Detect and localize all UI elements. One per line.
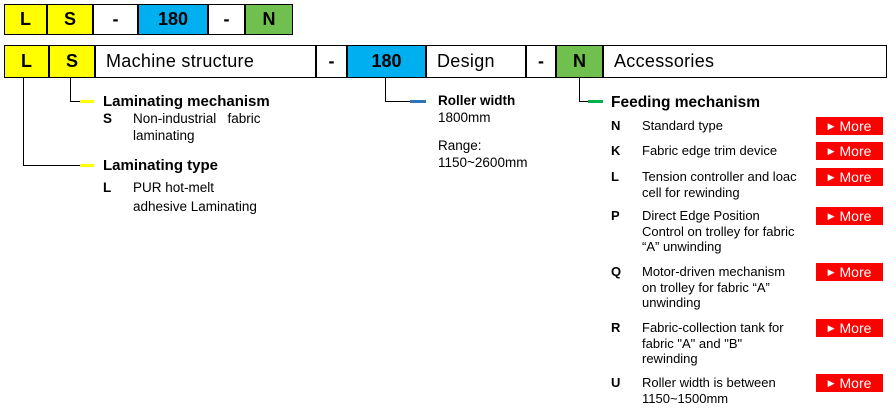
more-button-label: More <box>839 118 872 134</box>
feeding-item-code: Q <box>611 264 622 279</box>
more-button-label: More <box>839 208 872 224</box>
accessories-box: Accessories <box>603 45 887 78</box>
roller-range-value: 1150~2600mm <box>438 155 528 170</box>
main-dash-box-1: - <box>316 45 347 78</box>
play-arrow-icon: ▶ <box>827 322 835 333</box>
more-button[interactable] <box>816 374 883 392</box>
feeding-item-text-line: on trolley for fabric “A” <box>642 279 770 295</box>
more-button-label: More <box>839 375 872 391</box>
play-arrow-icon: ▶ <box>827 266 835 277</box>
feeding-item-text-line: Fabric-collection tank for <box>642 320 784 335</box>
feeding-item-text-line: rewinding <box>642 351 698 366</box>
machine-structure-box: Machine structure <box>95 45 316 78</box>
marker-feeding <box>588 100 603 103</box>
laminating-mechanism-code: S <box>103 111 113 126</box>
laminating-type-title: Laminating type <box>103 157 219 174</box>
feeding-item-text <box>642 169 812 200</box>
play-arrow-icon: ▶ <box>827 377 835 388</box>
feeding-item-text <box>642 208 812 255</box>
play-arrow-icon: ▶ <box>827 120 835 131</box>
feeding-item-text-line: Direct Edge Position <box>642 208 760 223</box>
laminating-mechanism-title: Laminating mechanism <box>103 93 270 110</box>
feeding-item-text-line: Motor-driven mechanism <box>642 264 786 279</box>
feeding-item-text-line: Standard type <box>642 118 723 133</box>
more-button-label: More <box>839 320 872 336</box>
main-s-box: S <box>49 45 95 78</box>
laminating-type-text-2: adhesive Laminating <box>133 199 257 214</box>
feeding-item-text-line: cell for rewinding <box>642 184 740 200</box>
feeding-item-text-line: Control on trolley for fabric <box>642 223 795 239</box>
feeding-item-code: L <box>611 169 619 184</box>
marker-laminating-type <box>80 164 94 167</box>
main-width-box: 180 <box>347 45 426 78</box>
laminating-type-code: L <box>103 180 112 195</box>
feeding-item-code: U <box>611 375 621 390</box>
main-n-box: N <box>556 45 603 78</box>
roller-width-title: Roller width <box>438 93 516 108</box>
main-l-box: L <box>4 45 49 78</box>
feeding-item-text-line: Tension controller and loac <box>642 169 797 184</box>
connector-n-h <box>579 101 588 102</box>
feeding-item-text-line: fabric "A" and "B" <box>642 335 743 351</box>
feeding-item-text-line: Roller width is between <box>642 375 776 390</box>
feeding-item-code: P <box>611 208 620 223</box>
more-button[interactable] <box>816 207 883 225</box>
feeding-item-text <box>642 118 812 134</box>
more-button[interactable] <box>816 263 883 281</box>
laminating-mechanism-text-2: laminating <box>133 128 195 143</box>
connector-s-h <box>70 101 80 102</box>
connector-s <box>70 78 71 102</box>
connector-l <box>23 78 24 166</box>
play-arrow-icon: ▶ <box>827 145 835 156</box>
more-button-label: More <box>839 169 872 185</box>
laminating-mechanism-text-1: Non-industrial fabric <box>133 111 261 126</box>
feeding-item-code: K <box>611 143 621 158</box>
connector-width <box>385 78 386 102</box>
play-arrow-icon: ▶ <box>827 171 835 182</box>
top-l-box: L <box>4 4 47 35</box>
design-box: Design <box>426 45 526 78</box>
more-button[interactable] <box>816 319 883 337</box>
play-arrow-icon: ▶ <box>827 210 835 221</box>
feeding-item-text-line: “A” unwinding <box>642 239 722 254</box>
connector-n <box>579 78 580 102</box>
roller-width-value: 1800mm <box>438 110 491 125</box>
top-n-box: N <box>245 4 293 35</box>
more-button-label: More <box>839 143 872 159</box>
connector-width-h <box>385 101 410 102</box>
laminating-type-text-1: PUR hot-melt <box>133 180 215 195</box>
top-dash-box-2: - <box>208 4 245 35</box>
marker-laminating-mechanism <box>80 100 94 103</box>
top-s-box: S <box>47 4 93 35</box>
more-button[interactable] <box>816 168 883 186</box>
feeding-mechanism-title: Feeding mechanism <box>611 94 761 111</box>
more-button[interactable] <box>816 117 883 135</box>
more-button[interactable] <box>816 142 883 160</box>
connector-l-h <box>23 165 80 166</box>
feeding-item-text <box>642 320 812 367</box>
feeding-item-text <box>642 375 812 406</box>
roller-range-label: Range: <box>438 138 482 153</box>
feeding-item-text-line: 1150~1500mm <box>642 390 729 406</box>
more-button-label: More <box>839 264 872 280</box>
top-width-box: 180 <box>138 4 208 35</box>
marker-roller-width <box>410 100 426 103</box>
feeding-item-text-line: unwinding <box>642 295 701 310</box>
feeding-item-code: R <box>611 320 621 335</box>
main-dash-box-2: - <box>526 45 556 78</box>
feeding-item-text <box>642 264 812 311</box>
top-dash-box-1: - <box>93 4 138 35</box>
feeding-item-code: N <box>611 118 621 133</box>
feeding-item-text <box>642 143 812 159</box>
feeding-item-text-line: Fabric edge trim device <box>642 143 778 158</box>
